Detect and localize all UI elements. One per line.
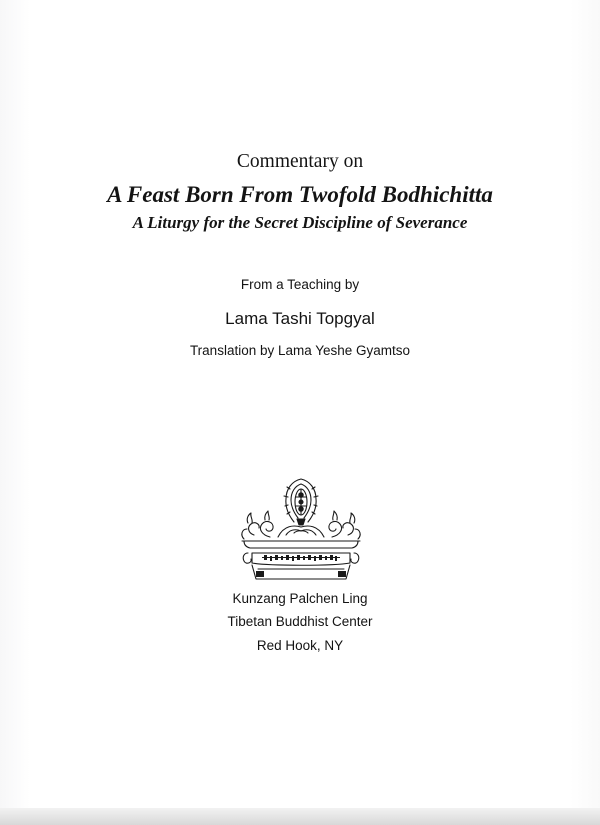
page-bottom-edge [0,808,600,825]
publisher-location: Red Hook, NY [256,638,344,653]
teaching-intro: From a Teaching by [240,277,360,292]
jewel-lotus-emblem-icon [234,475,368,585]
publisher-type: Tibetan Buddhist Center [227,614,373,629]
translator-credit: Translation by Lama Yeshe Gyamtso [189,343,411,358]
publisher-name: Kunzang Palchen Ling [232,591,368,606]
commentary-prefix: Commentary on [236,151,364,172]
book-title: A Feast Born From Twofold Bodhichitta [107,182,493,207]
book-subtitle: A Liturgy for the Secret Discipline of Severance [132,213,468,232]
author-name: Lama Tashi Topgyal [225,309,375,328]
